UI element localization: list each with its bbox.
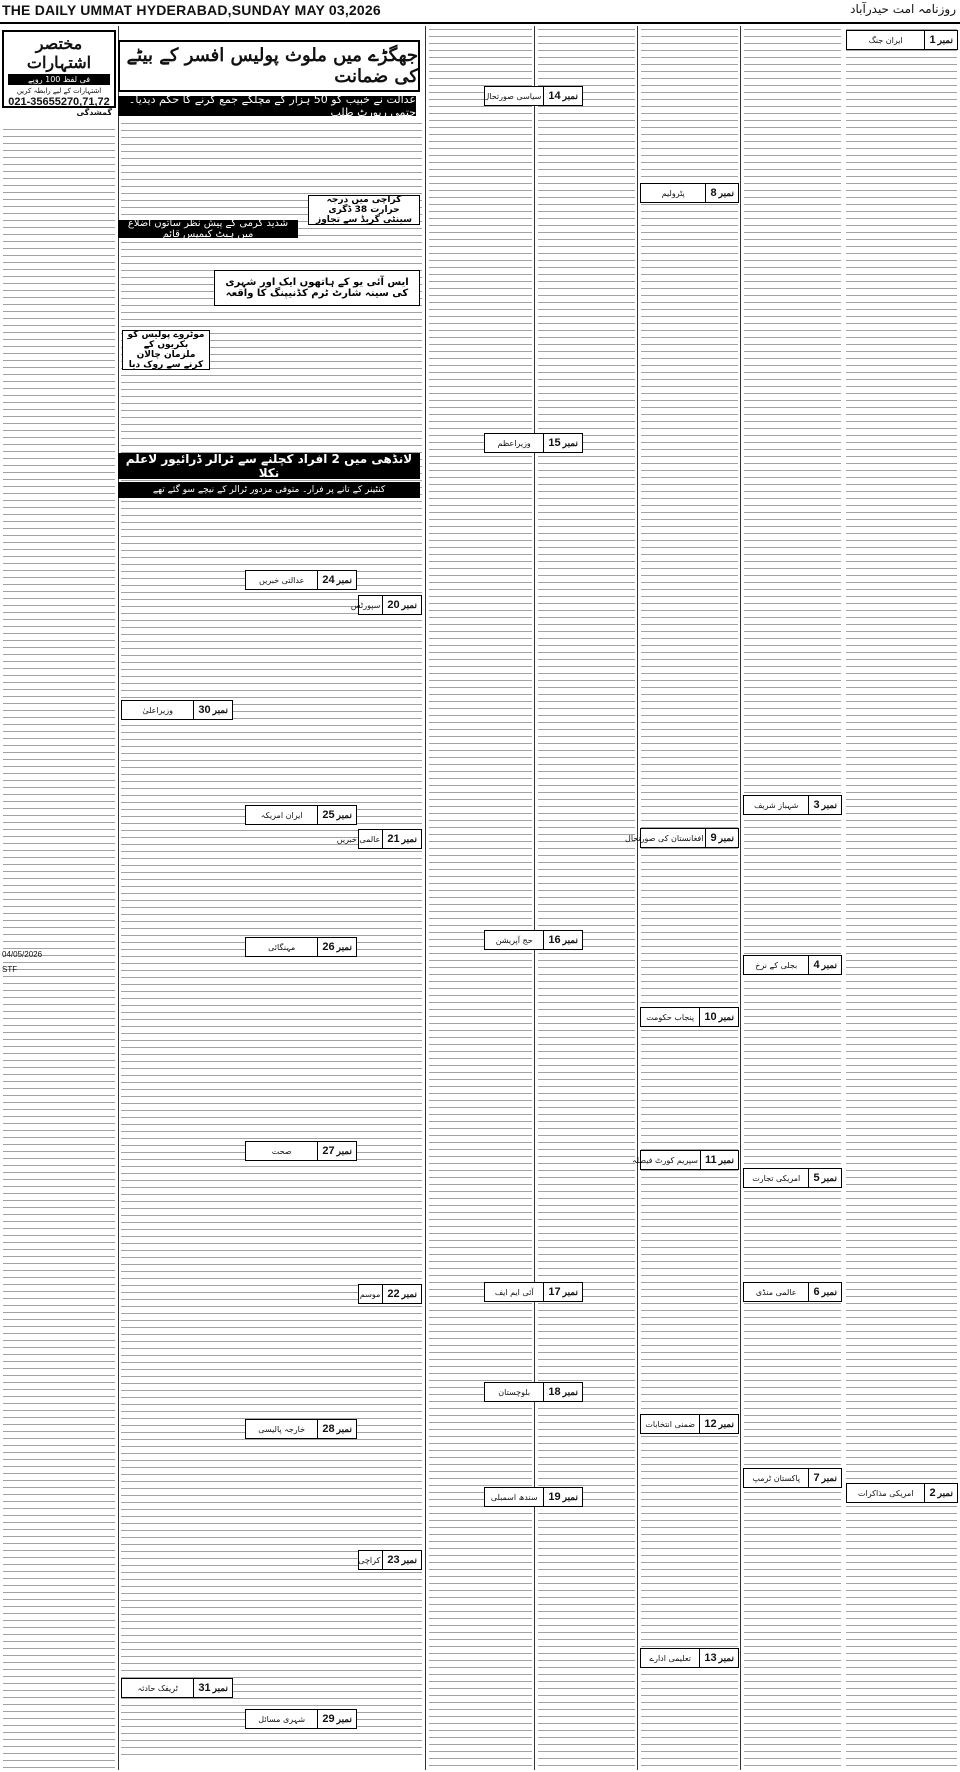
masthead: [0, 0, 960, 24]
story-box-2: 2 نمبر امریکی مذاکرات: [846, 1483, 958, 1503]
column-4: [534, 26, 638, 1770]
lead-headline: جھگڑے میں ملوث پولیس افسر کے بیٹے کی ضمانت: [118, 40, 420, 92]
story-box-28: 28 نمبر خارجہ پالیسی: [245, 1419, 357, 1439]
column-1: [843, 26, 960, 1770]
masthead-title: THE DAILY UMMAT HYDERABAD,SUNDAY MAY 03,2026: [2, 2, 381, 18]
sub-headline-container: کنٹینر کے تانے پر فرار۔ متوفی مزدور ٹرالر کے نیچے سو گئے تھے: [118, 482, 420, 498]
story-box-22: 22 نمبر موسم: [358, 1284, 422, 1304]
story-box-18: 18 نمبر بلوچستان: [484, 1382, 583, 1402]
story-box-12: 12 نمبر ضمنی انتخابات: [640, 1414, 739, 1434]
story-box-25: 25 نمبر ایران امریکہ: [245, 805, 357, 825]
column-3: [637, 26, 741, 1770]
classified-date: 04/05/2026: [2, 950, 43, 959]
story-box-29: 29 نمبر شہری مسائل: [245, 1709, 357, 1729]
column-5: [425, 26, 535, 1770]
story-box-14: 14 نمبر سیاسی صورتحال: [484, 86, 583, 106]
classified-stf: STF: [2, 965, 18, 974]
sub-headline-kidnapping: ایس آئی یو کے ہاتھوں ایک اور شہری کی سینہ شارٹ ٹرم کڈنیپنگ کا واقعہ: [214, 270, 420, 306]
classifieds-address: اشتہارات کے لیے رابطہ کریں: [16, 87, 102, 95]
story-box-6: 6 نمبر عالمی منڈی: [743, 1282, 842, 1302]
lead-deck: عدالت نے خبیب کو 50 ہزار کے مچلکے جمع کرنے کا حکم دیدیا۔ حتمی رپورٹ طلب: [118, 96, 416, 116]
story-box-19: 19 نمبر سندھ اسمبلی: [484, 1487, 583, 1507]
story-box-4: 4 نمبر بجلی کے نرخ: [743, 955, 842, 975]
classified-notice-label: گمشدگی: [76, 108, 112, 117]
sub-headline-heat-camps: شدید گرمی کے پیش نظر ساتوں اضلاع میں ہیٹ کیمپس قائم: [118, 220, 298, 238]
sub-headline-landhi: لانڈھی میں 2 افراد کچلنے سے ٹرالر ڈرائیور لاعلم نکلا: [118, 453, 420, 479]
story-box-9: 9 نمبر افغانستان کی صورتحال: [640, 828, 739, 848]
classifieds-phone: 021-35655270,71,72: [8, 96, 110, 108]
story-box-3: 3 نمبر شہباز شریف: [743, 795, 842, 815]
classifieds-title: مختصر اشتہارات: [26, 34, 92, 72]
story-box-1: 1 نمبر ایران جنگ: [846, 30, 958, 50]
story-box-5: 5 نمبر امریکی تجارت: [743, 1168, 842, 1188]
column-classifieds: [0, 26, 118, 1770]
masthead-urdu-dateline: روزنامہ امت حیدرآباد: [850, 2, 956, 16]
story-box-23: 23 نمبر کراچی: [358, 1550, 422, 1570]
column-2: [740, 26, 844, 1770]
sub-headline-temperature: کراچی میں درجہ حرارت 38 ڈگری سینٹی گریڈ سے تجاوز: [308, 195, 420, 225]
story-box-13: 13 نمبر تعلیمی ادارے: [640, 1648, 739, 1668]
story-box-27: 27 نمبر صحت: [245, 1141, 357, 1161]
story-box-20: 20 نمبر سپورٹس: [358, 595, 422, 615]
story-box-8: 8 نمبر پٹرولیم: [640, 183, 739, 203]
story-box-26: 26 نمبر مہنگائی: [245, 937, 357, 957]
story-box-10: 10 نمبر پنجاب حکومت: [640, 1007, 739, 1027]
story-box-7: 7 نمبر پاکستان ٹرمپ: [743, 1468, 842, 1488]
story-box-11: 11 نمبر سپریم کورٹ فیصلہ: [640, 1150, 739, 1170]
story-box-16: 16 نمبر حج آپریشن: [484, 930, 583, 950]
story-box-30: 30 نمبر وزیراعلیٰ: [121, 700, 233, 720]
story-box-21: 21 نمبر عالمی خبریں: [358, 829, 422, 849]
classifieds-rate-strip: فی لفظ 100 روپے: [8, 74, 110, 85]
sub-headline-motorway: موٹروے پولیس کو بکریوں کے ملزمان چالان کرنے سے روک دیا: [122, 330, 210, 370]
story-box-15: 15 نمبر وزیراعظم: [484, 433, 583, 453]
story-box-24: 24 نمبر عدالتی خبریں: [245, 570, 357, 590]
classifieds-header: [2, 30, 116, 108]
story-box-17: 17 نمبر آئی ایم ایف: [484, 1282, 583, 1302]
story-box-31: 31 نمبر ٹریفک حادثہ: [121, 1678, 233, 1698]
